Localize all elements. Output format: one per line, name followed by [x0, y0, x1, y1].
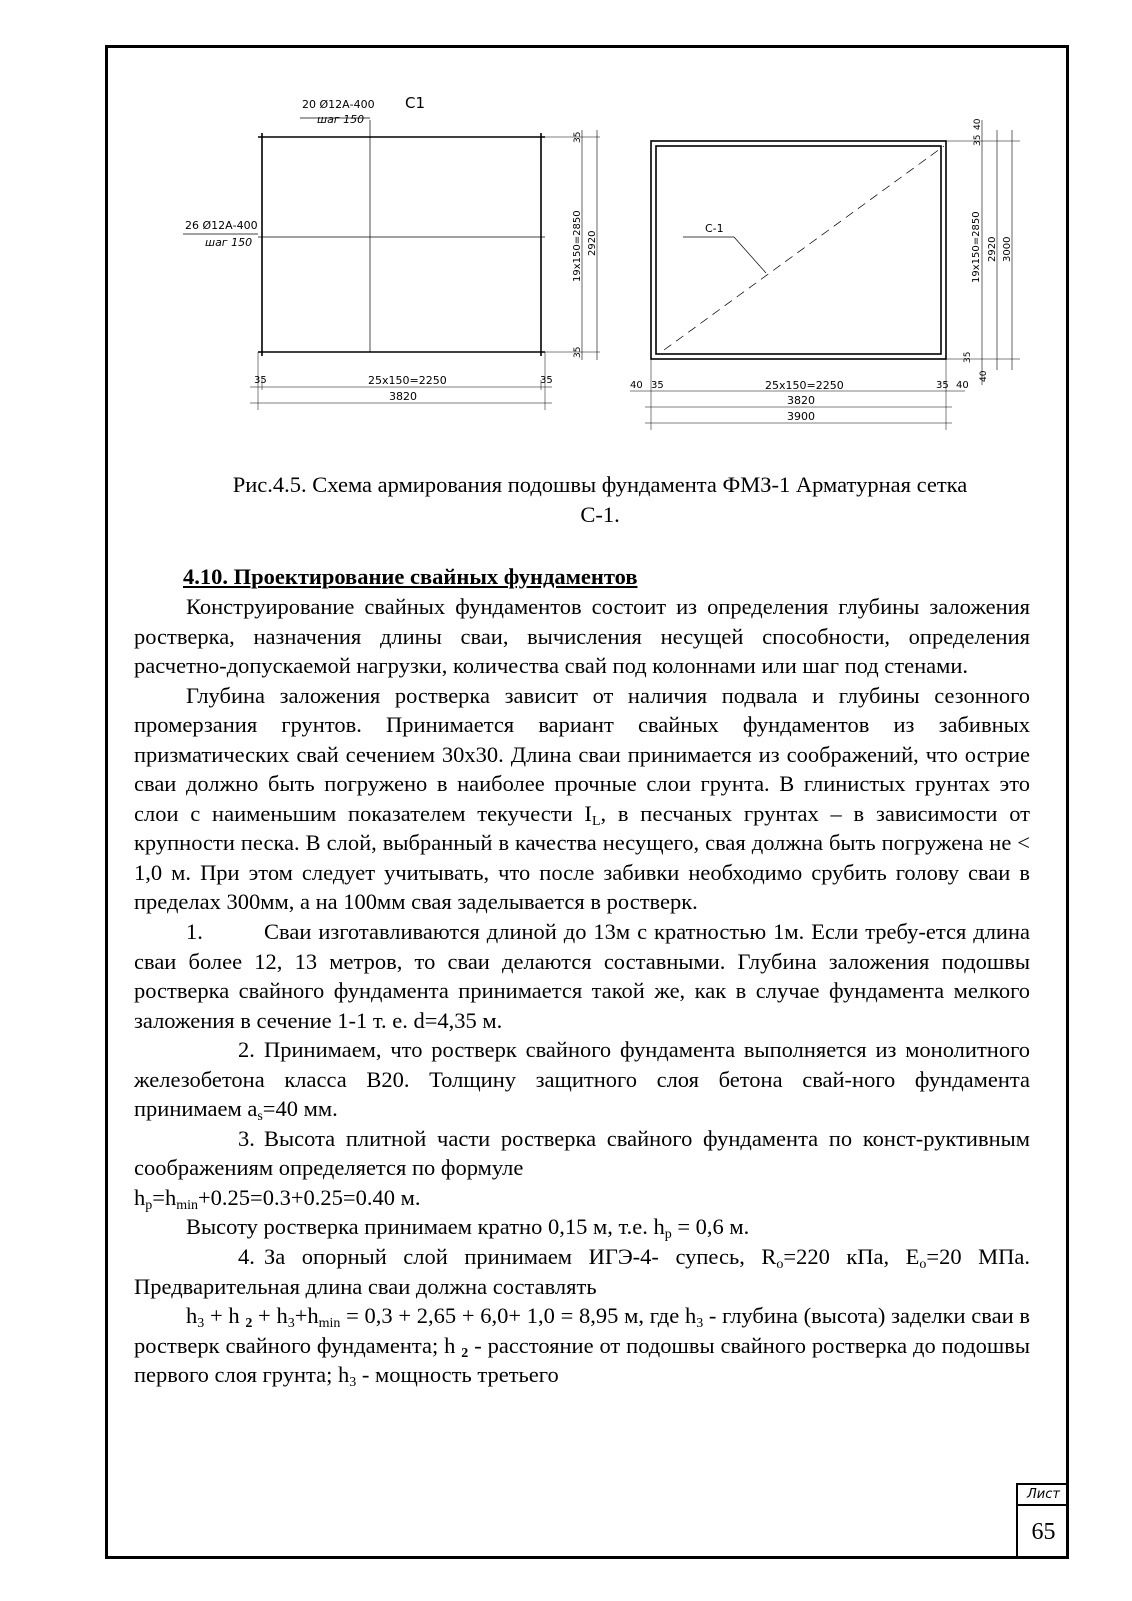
left-dim-bottom-right: 35	[540, 375, 553, 386]
left-dim-bottom-left: 35	[254, 375, 267, 386]
right-dim-top-b: 35	[973, 134, 983, 146]
right-dim-bottom-mid: 3820	[787, 394, 815, 407]
left-dim-right-total: 2920	[587, 230, 598, 256]
left-dim-bottom-total: 3820	[389, 390, 417, 403]
left-rebar-left-label: 26 Ø12А-400	[185, 219, 258, 232]
reinforcement-drawings	[0, 0, 1132, 460]
right-mark-label: С-1	[705, 222, 724, 235]
left-dim-bottom-edge: 35	[573, 346, 583, 358]
right-dim-bottom-a: 35	[963, 351, 973, 363]
right-dim-bottom-grid: 25x150=2250	[765, 379, 844, 392]
paragraph-2: Глубина заложения ростверка зависит от наличия подвала и глубины сезонного промерзания грунтов. Принимается вариант свайных фундаментов из забивных призматических свай сечением 30х30. Длина сваи принимается из соображений, что острие сваи должно быть погружено в наиболее прочные слои грунта. В глинистых грунтах это слои с наименьшим показателем текучести $I_L$, в песчаных грунтах – в зависимости от крупности песка. В слой, выбранный в качества несущего, свая должна быть погружена не < 1,0 м. При этом следует учитывать, что после забивки необходимо срубить голову сваи в пределах 300мм, а на 100мм свая заделывается в ростверк.	[134, 682, 1030, 915]
right-dim-bottom-40-left: 40	[630, 380, 643, 391]
list-item-3: 3. Высота плитной части ростверка свайного фундамента по конст-руктивным соображениям определяется по формуле	[134, 1125, 1030, 1181]
list-item-2: 2. Принимаем, что ростверк свайного фундамента выполняется из монолитного железобетона класса В20. Толщину защитного слоя бетона свай-ного фундамента принимаем $a_s=40$ мм.	[134, 1037, 1030, 1125]
left-rebar-top-step: шаг 150	[317, 113, 365, 126]
right-dim-bottom-35-right: 35	[936, 380, 949, 391]
right-dim-right-grid: 19x150=2850	[971, 211, 982, 283]
left-dim-top-edge: 35	[573, 131, 583, 143]
list-item-1: 1. Сваи изготавливаются длиной до 13м с кратностью 1м. Если требу-ется длина сваи более 12, 13 метров, то сваи делаются составными. Глубина заложения подошвы ростверка свайного фундамента принимается такой же, как в случае фундамента мелкого заложения в сечение 1-1 т. е. d=4,35 м.	[134, 919, 1030, 1033]
list-item-4: 4. За опорный слой принимаем ИГЭ-4- супесь, $R_o=220$ кПа, $E_o=20$ МПа. Предварительная длина сваи должна составлять	[134, 1244, 1030, 1299]
right-dim-bottom-total: 3900	[787, 410, 815, 423]
figure-caption	[160, 470, 1040, 530]
left-rebar-left-step: шаг 150	[205, 236, 253, 249]
left-dim-right-grid: 19x150=2850	[572, 210, 583, 282]
right-dim-bottom-b: 40	[979, 370, 989, 382]
section-heading: 4.10. Проектирование свайных фундаментов	[183, 564, 638, 589]
right-dim-right-total: 3000	[1002, 236, 1013, 262]
right-dim-bottom-35-left: 35	[651, 380, 664, 391]
title-block-stamp	[1016, 1483, 1069, 1559]
left-mark: С1	[405, 94, 426, 112]
figure-caption-line1: Рис.4.5. Схема армирования подошвы фундамента ФМЗ-1 Арматурная сетка	[232, 472, 968, 497]
paragraph-pile-length: $h_3 + h$ $_2 + h_3+h_{min} = 0,3 + 2,65 + 6,0+ 1,0 = 8,95$ м, где $h_3$ - глубина (высота) заделки сваи в ростверк свайного фундамента; h $_2$ - расстояние от подошвы свайного ростверка до подошвы первого слоя грунта; $h_3$ - мощность третьего	[134, 1303, 1030, 1391]
drawing-left-mesh	[183, 118, 600, 410]
sheet-label: Лист	[1018, 1483, 1069, 1506]
page-number: 65	[1031, 1519, 1056, 1545]
figure-caption-line2: С-1.	[580, 502, 620, 527]
formula-hp: $h_p=h_{min}+0.25=0.3+0.25=0.40$ м.	[134, 1184, 421, 1213]
right-dim-bottom-40-right: 40	[956, 380, 969, 391]
paragraph-hp-value: Высоту ростверка принимаем кратно 0,15 м, т.е. $h_p = 0,6$ м.	[186, 1214, 750, 1243]
right-dim-right-mid: 2920	[987, 236, 998, 262]
left-rebar-top-label: 20 Ø12А-400	[302, 98, 375, 111]
paragraph-1: Конструирование свайных фундаментов состоит из определения глубины заложения ростверка, назначения длины сваи, вычисления несущей способности, определения расчетно-допускаемой нагрузки, количества свай под колоннами или шаг под стенами.	[134, 594, 1030, 679]
left-dim-bottom-grid: 25x150=2250	[368, 374, 447, 387]
right-dim-top-a: 40	[973, 118, 983, 130]
body-text	[134, 592, 1030, 1390]
